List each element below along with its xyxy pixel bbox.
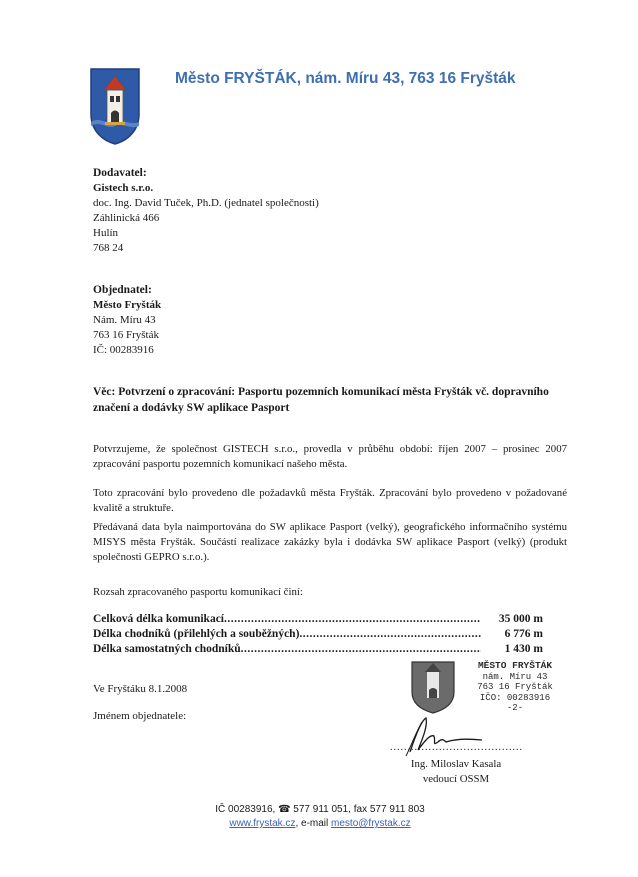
stat-value: 1 430 m (504, 643, 543, 655)
stat-row (93, 642, 543, 657)
stat-label: Délka samostatných chodníků (93, 643, 241, 655)
stamp-ico: IČO: 00283916 (479, 692, 551, 703)
footer (160, 803, 480, 831)
supplier-zip: 768 24 (93, 242, 124, 254)
place-date: Ve Fryštáku 8.1.2008 (93, 683, 188, 695)
customer-name: Město Fryšták (93, 299, 162, 311)
footer-contact: IČ 00283916, ☎ 577 911 051, fax 577 911 803 (215, 804, 425, 815)
handwritten-signature (382, 712, 532, 762)
leader-dots (241, 642, 481, 657)
footer-separator: , e-mail (295, 818, 332, 829)
website-link[interactable]: www.frystak.cz (229, 818, 296, 829)
signer-name: Ing. Miloslav Kasala (410, 758, 502, 770)
customer-ico: IČ: 00283916 (93, 344, 154, 356)
stat-row (93, 627, 543, 642)
supplier-city: Hulín (93, 227, 119, 239)
stat-label: Celková délka komunikací (93, 613, 224, 625)
supplier-street: Záhlinická 466 (93, 212, 160, 224)
stat-row (93, 612, 543, 627)
stamp-street: nám. Míru 43 (482, 671, 548, 682)
official-stamp (470, 661, 560, 714)
supplier-block (93, 166, 319, 256)
email-link[interactable]: mesto@frystak.cz (331, 818, 411, 829)
footer-links (160, 817, 480, 831)
stat-label: Délka chodníků (přilehlých a souběžných) (93, 628, 300, 640)
city-crest-logo (88, 66, 142, 146)
customer-block (93, 283, 161, 358)
signer-role: vedoucí OSSM (422, 773, 490, 785)
paragraph-4: Rozsah zpracovaného pasportu komunikací činí: (93, 586, 303, 598)
stat-value: 6 776 m (504, 628, 543, 640)
paragraph-1: Potvrzujeme, že společnost GISTECH s.r.o., provedla v průběhu období: říjen 2007 – prosinec 2007 zpracování pasportu pozemních komunikací našeho města. (93, 443, 567, 470)
signature-line: ...................................... (390, 742, 523, 753)
paragraph-2: Toto zpracování bylo provedeno dle požadavků města Fryšták. Zpracování bylo provedeno v požadované kvalitě a struktuře. (93, 487, 567, 514)
supplier-name: Gistech s.r.o. (93, 182, 154, 194)
letterhead-title: Město FRYŠTÁK, nám. Míru 43, 763 16 Fryšták (175, 70, 516, 87)
stamp-zip: 763 16 Fryšták (477, 682, 553, 692)
letter-subject: Věc: Potvrzení o zpracování: Pasportu pozemních komunikací města Fryšták vč. dopravního značení a dodávky SW aplikace Pasport (93, 386, 549, 414)
on-behalf-label: Jménem objednatele: (93, 710, 187, 722)
supplier-person: doc. Ing. David Tuček, Ph.D. (jednatel společnosti) (93, 197, 319, 209)
supplier-label: Dodavatel: (93, 167, 147, 179)
customer-street: Nám. Míru 43 (93, 314, 156, 326)
stamp-mark: -2- (506, 703, 524, 713)
customer-label: Objednatel: (93, 284, 152, 296)
stats-list (93, 612, 543, 657)
paragraph-3: Předávaná data byla naimportována do SW aplikace Pasport (velký), geografického informačního systému MISYS města Fryšták. Součástí realizace zakázky byla i dodávka SW aplikace Pasport (velký) (produkt společnosti GEPRO s.r.o.). (93, 521, 567, 563)
stat-value: 35 000 m (498, 613, 543, 625)
leader-dots (299, 627, 481, 642)
stamp-city: MĚSTO FRYŠTÁK (477, 660, 553, 671)
leader-dots (224, 612, 481, 627)
customer-city: 763 16 Fryšták (93, 329, 159, 341)
signer-block (410, 757, 502, 787)
